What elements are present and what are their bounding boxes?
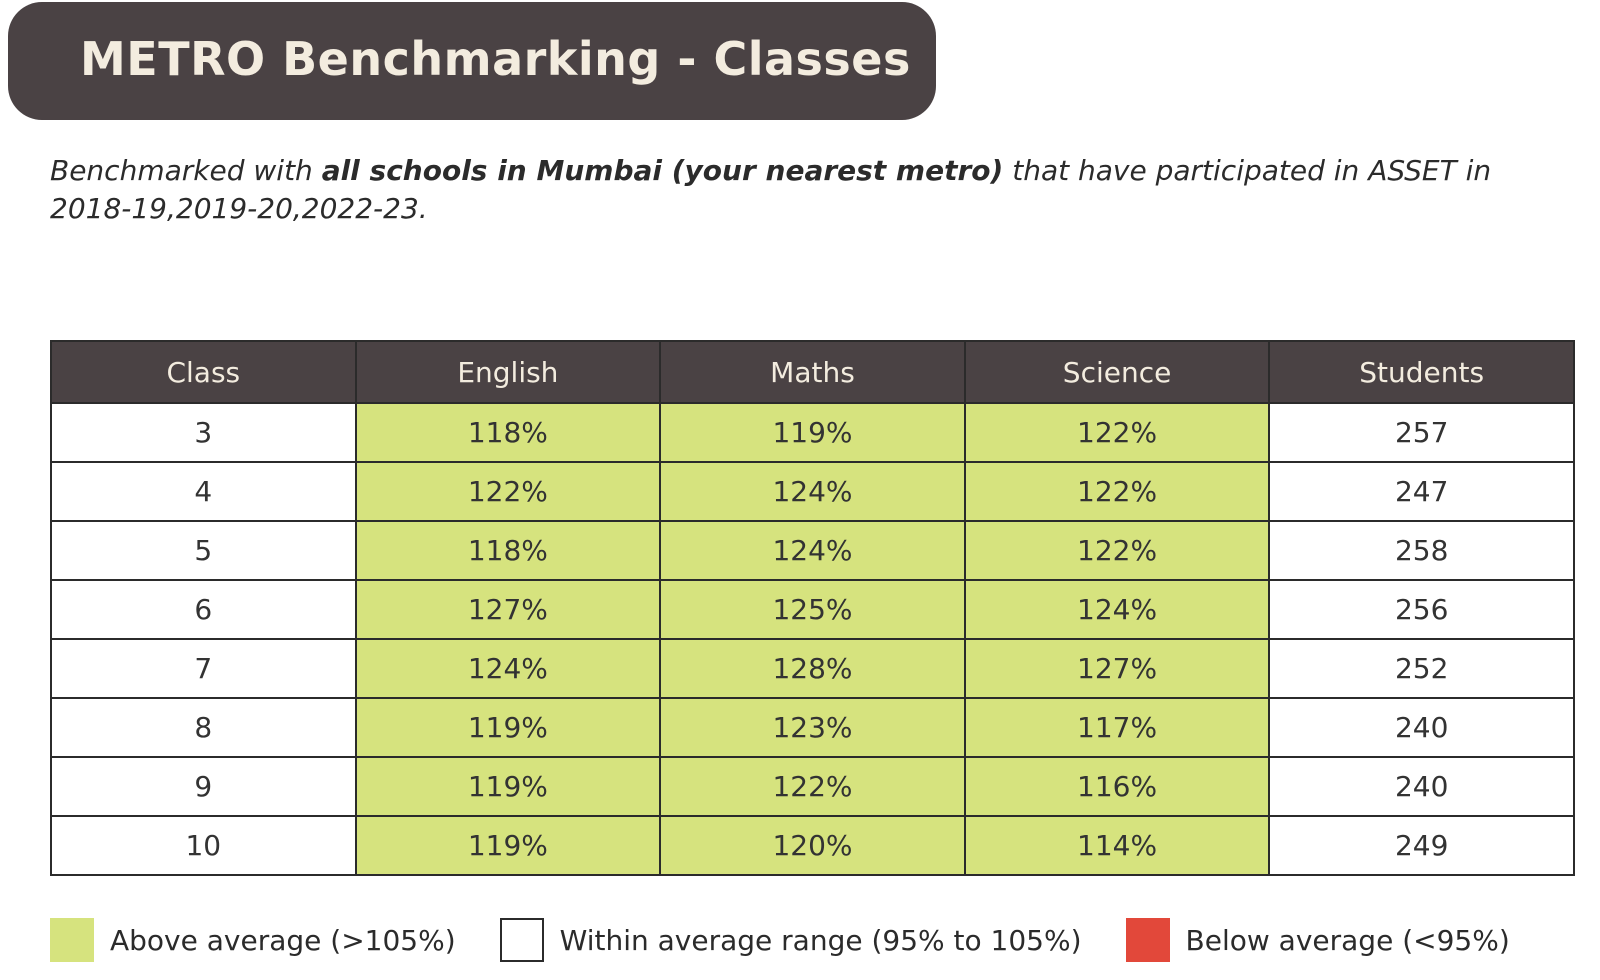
table-row [51,698,1574,757]
header-students: Students [1269,341,1574,403]
cell-english: 122% [356,462,661,521]
page-title: METRO Benchmarking - Classes [80,32,911,86]
cell-science: 122% [965,462,1270,521]
cell-science: 122% [965,521,1270,580]
table-row [51,580,1574,639]
table-row [51,462,1574,521]
table-row [51,816,1574,875]
benchmark-table [50,340,1575,876]
legend-item-above [50,918,456,962]
cell-students: 240 [1269,757,1574,816]
table-row [51,639,1574,698]
cell-maths: 125% [660,580,965,639]
cell-english: 119% [356,757,661,816]
cell-english: 118% [356,521,661,580]
legend-label-below: Below average (<95%) [1185,923,1510,957]
cell-science: 122% [965,403,1270,462]
table-row [51,757,1574,816]
cell-english: 119% [356,698,661,757]
cell-english: 118% [356,403,661,462]
legend-swatch-within [500,918,544,962]
subtitle-suffix: that have participated in ASSET in 2018-19,2019-20,2022-23. [50,154,1492,225]
cell-students: 240 [1269,698,1574,757]
cell-class: 5 [51,521,356,580]
cell-science: 127% [965,639,1270,698]
legend-item-within [500,918,1082,962]
subtitle [50,152,1530,228]
legend-label-above: Above average (>105%) [110,923,456,957]
cell-science: 117% [965,698,1270,757]
table-row [51,521,1574,580]
cell-students: 256 [1269,580,1574,639]
cell-maths: 119% [660,403,965,462]
cell-students: 247 [1269,462,1574,521]
cell-class: 8 [51,698,356,757]
legend [50,918,1510,962]
cell-students: 257 [1269,403,1574,462]
title-banner [8,2,936,120]
legend-label-within: Within average range (95% to 105%) [559,923,1082,957]
cell-class: 6 [51,580,356,639]
cell-maths: 122% [660,757,965,816]
cell-english: 119% [356,816,661,875]
subtitle-prefix: Benchmarked with [50,154,322,187]
cell-maths: 124% [660,521,965,580]
cell-english: 124% [356,639,661,698]
cell-science: 124% [965,580,1270,639]
cell-english: 127% [356,580,661,639]
cell-class: 4 [51,462,356,521]
legend-item-below [1126,918,1510,962]
cell-science: 114% [965,816,1270,875]
table-row [51,403,1574,462]
cell-maths: 128% [660,639,965,698]
cell-class: 9 [51,757,356,816]
legend-swatch-above [50,918,94,962]
cell-class: 3 [51,403,356,462]
subtitle-bold: all schools in Mumbai (your nearest metro) [321,154,1004,187]
header-maths: Maths [660,341,965,403]
header-science: Science [965,341,1270,403]
cell-maths: 124% [660,462,965,521]
header-class: Class [51,341,356,403]
header-english: English [356,341,661,403]
cell-science: 116% [965,757,1270,816]
cell-maths: 120% [660,816,965,875]
cell-class: 7 [51,639,356,698]
legend-swatch-below [1126,918,1170,962]
cell-class: 10 [51,816,356,875]
cell-students: 258 [1269,521,1574,580]
cell-maths: 123% [660,698,965,757]
cell-students: 252 [1269,639,1574,698]
table-header-row [51,341,1574,403]
cell-students: 249 [1269,816,1574,875]
